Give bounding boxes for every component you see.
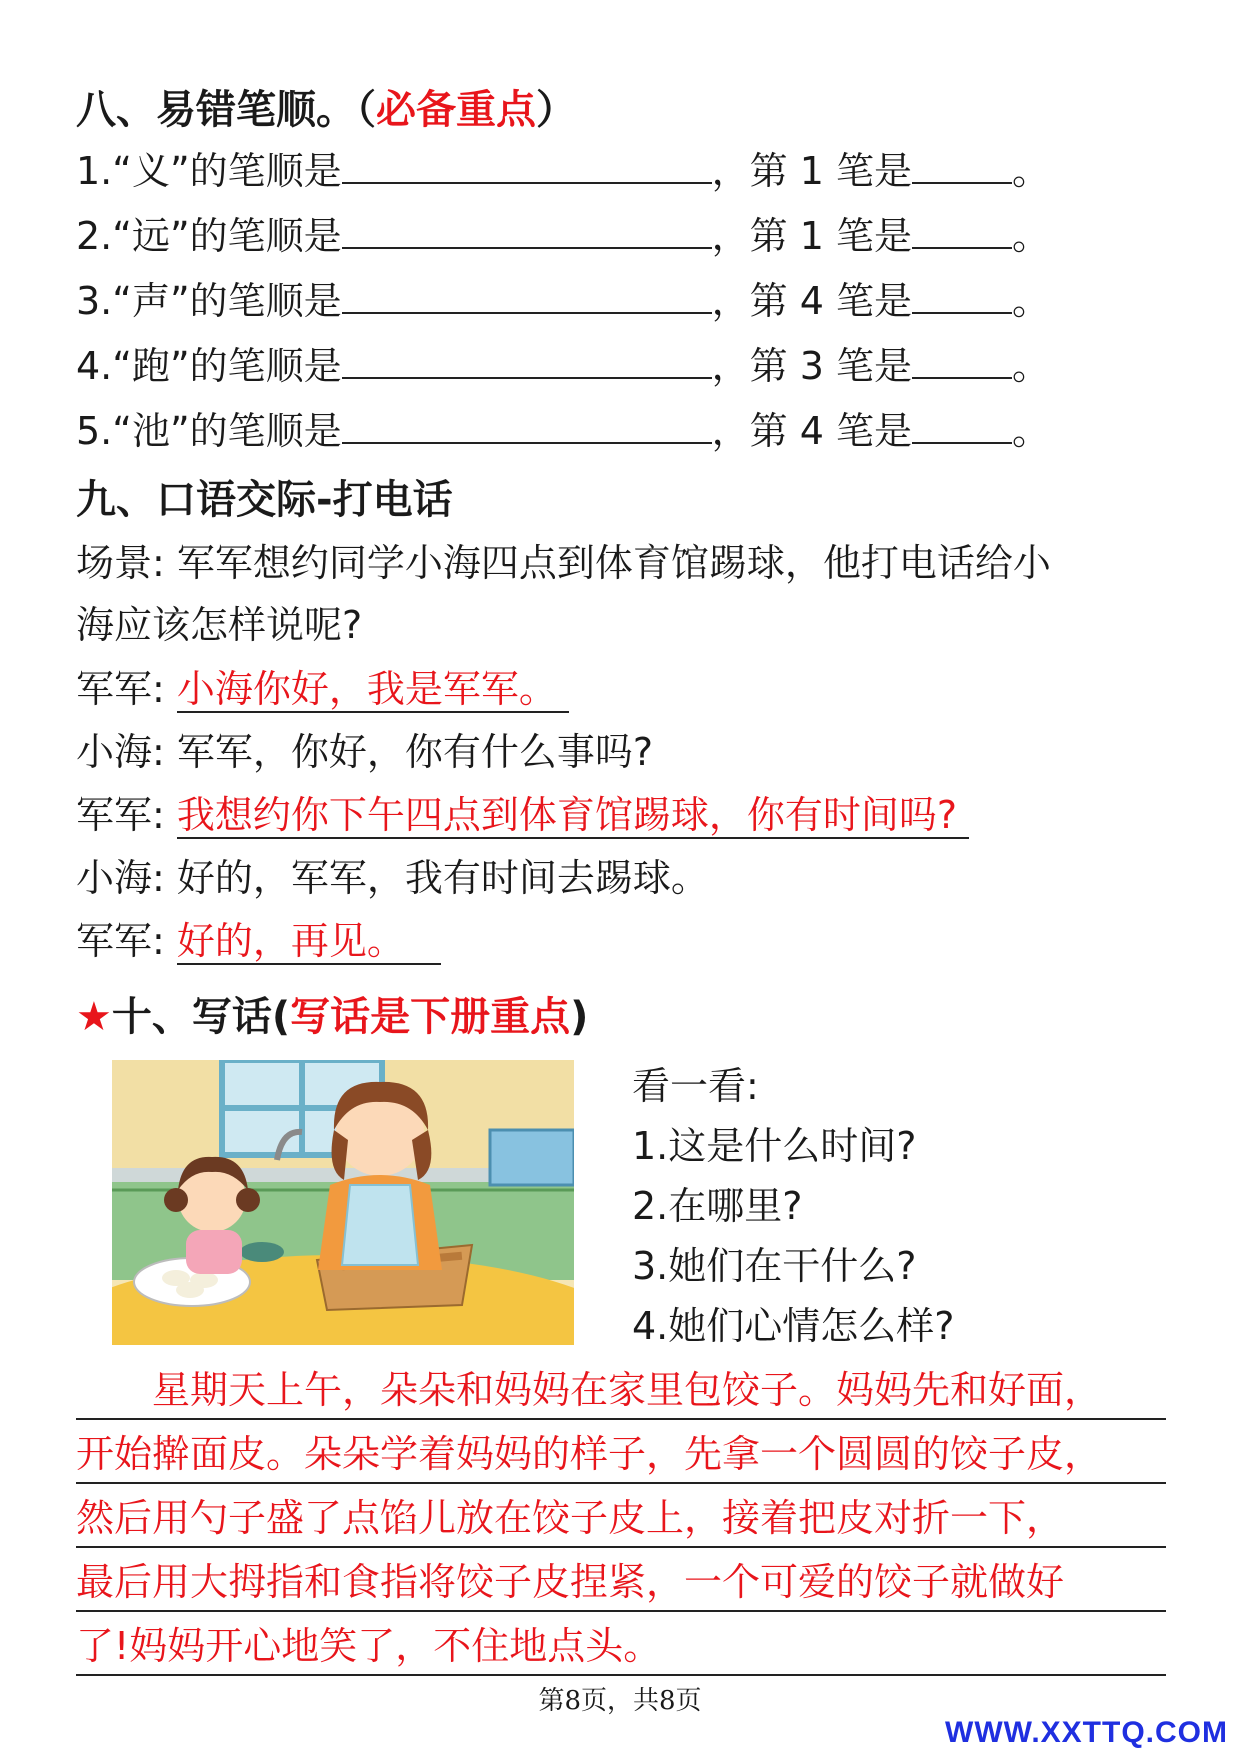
- section-9-title: 九、口语交际-打电话: [76, 477, 453, 523]
- item-mid: ，第 1 笔是: [711, 214, 912, 258]
- item-prompt: 4.“跑”的笔顺是: [76, 344, 342, 388]
- answer-blank[interactable]: [912, 408, 1012, 444]
- essay-line: 了!妈妈开心地笑了，不住地点头。: [76, 1618, 1166, 1676]
- item-mid: ，第 4 笔是: [711, 279, 912, 323]
- dialog-line: [76, 790, 969, 840]
- answer-text: 小海你好，我是军军。: [177, 667, 569, 713]
- speaker-label: 小海:: [76, 730, 177, 774]
- answer-text: 好的，再见。: [177, 919, 441, 965]
- section-10-title-end: ): [570, 994, 589, 1040]
- dialog-line: [76, 853, 709, 903]
- essay-line: 星期天上午，朵朵和妈妈在家里包饺子。妈妈先和好面，: [76, 1362, 1166, 1420]
- item-mid: ，第 1 笔是: [711, 149, 912, 193]
- kitchen-illustration: [112, 1060, 574, 1345]
- section-8-title-end: ）: [536, 87, 576, 133]
- section-10-title: [76, 985, 588, 1042]
- guide-question: 1.这是什么时间?: [632, 1124, 917, 1168]
- answer-blank[interactable]: [342, 148, 712, 184]
- stroke-order-item: [76, 205, 1050, 260]
- section-10-title-highlight: 写话是下册重点: [290, 994, 571, 1040]
- item-mid: ，第 4 笔是: [711, 409, 912, 453]
- stroke-order-item: [76, 335, 1050, 390]
- essay-line: 最后用大拇指和食指将饺子皮捏紧，一个可爱的饺子就做好: [76, 1554, 1166, 1612]
- item-prompt: 5.“池”的笔顺是: [76, 409, 342, 453]
- item-prompt: 3.“声”的笔顺是: [76, 279, 342, 323]
- essay-line: 然后用勺子盛了点馅儿放在饺子皮上，接着把皮对折一下，: [76, 1490, 1166, 1548]
- answer-blank[interactable]: [912, 213, 1012, 249]
- essay-line: 开始擀面皮。朵朵学着妈妈的样子，先拿一个圆圆的饺子皮，: [76, 1426, 1166, 1484]
- section-10-title-text: 十、写话(: [111, 994, 291, 1040]
- look-heading: 看一看:: [632, 1064, 759, 1108]
- item-prompt: 1.“义”的笔顺是: [76, 149, 342, 193]
- item-end: 。: [1011, 214, 1050, 258]
- stroke-order-item: [76, 400, 1050, 455]
- section-8-title: [76, 78, 576, 135]
- answer-blank[interactable]: [912, 278, 1012, 314]
- page-number: 第8页，共8页: [538, 1686, 702, 1716]
- answer-text: 我想约你下午四点到体育馆踢球，你有时间吗?: [177, 793, 969, 839]
- dialog-text: 军军，你好，你有什么事吗?: [176, 730, 654, 774]
- answer-blank[interactable]: [342, 408, 712, 444]
- dialog-line: [76, 664, 569, 714]
- answer-blank[interactable]: [342, 343, 712, 379]
- speaker-label: 军军:: [76, 919, 177, 963]
- section-8-title-text: 八、易错笔顺。（: [76, 87, 376, 133]
- answer-blank[interactable]: [342, 213, 712, 249]
- speaker-label: 军军:: [76, 667, 177, 711]
- scene-text-line-1: 场景: 军军想约同学小海四点到体育馆踢球，他打电话给小: [76, 541, 1051, 585]
- item-mid: ，第 3 笔是: [711, 344, 912, 388]
- speaker-label: 小海:: [76, 856, 177, 900]
- answer-blank[interactable]: [912, 343, 1012, 379]
- answer-blank[interactable]: [912, 148, 1012, 184]
- speaker-label: 军军:: [76, 793, 177, 837]
- guide-question: 2.在哪里?: [632, 1184, 803, 1228]
- item-end: 。: [1011, 344, 1050, 388]
- guide-question: 4.她们心情怎么样?: [632, 1304, 955, 1348]
- item-end: 。: [1011, 409, 1050, 453]
- item-prompt: 2.“远”的笔顺是: [76, 214, 342, 258]
- stroke-order-item: [76, 270, 1050, 325]
- star-icon: ★: [76, 994, 112, 1040]
- section-8-title-highlight: 必备重点: [376, 87, 536, 133]
- stroke-order-item: [76, 140, 1050, 195]
- item-end: 。: [1011, 279, 1050, 323]
- item-end: 。: [1011, 149, 1050, 193]
- site-watermark[interactable]: WWW.XXTTQ.COM: [945, 1716, 1228, 1749]
- guide-question: 3.她们在干什么?: [632, 1244, 917, 1288]
- dialog-line: [76, 916, 441, 966]
- dialog-line: [76, 727, 653, 777]
- answer-blank[interactable]: [342, 278, 712, 314]
- dialog-text: 好的，军军，我有时间去踢球。: [176, 856, 709, 900]
- scene-text-line-2: 海应该怎样说呢?: [76, 603, 363, 647]
